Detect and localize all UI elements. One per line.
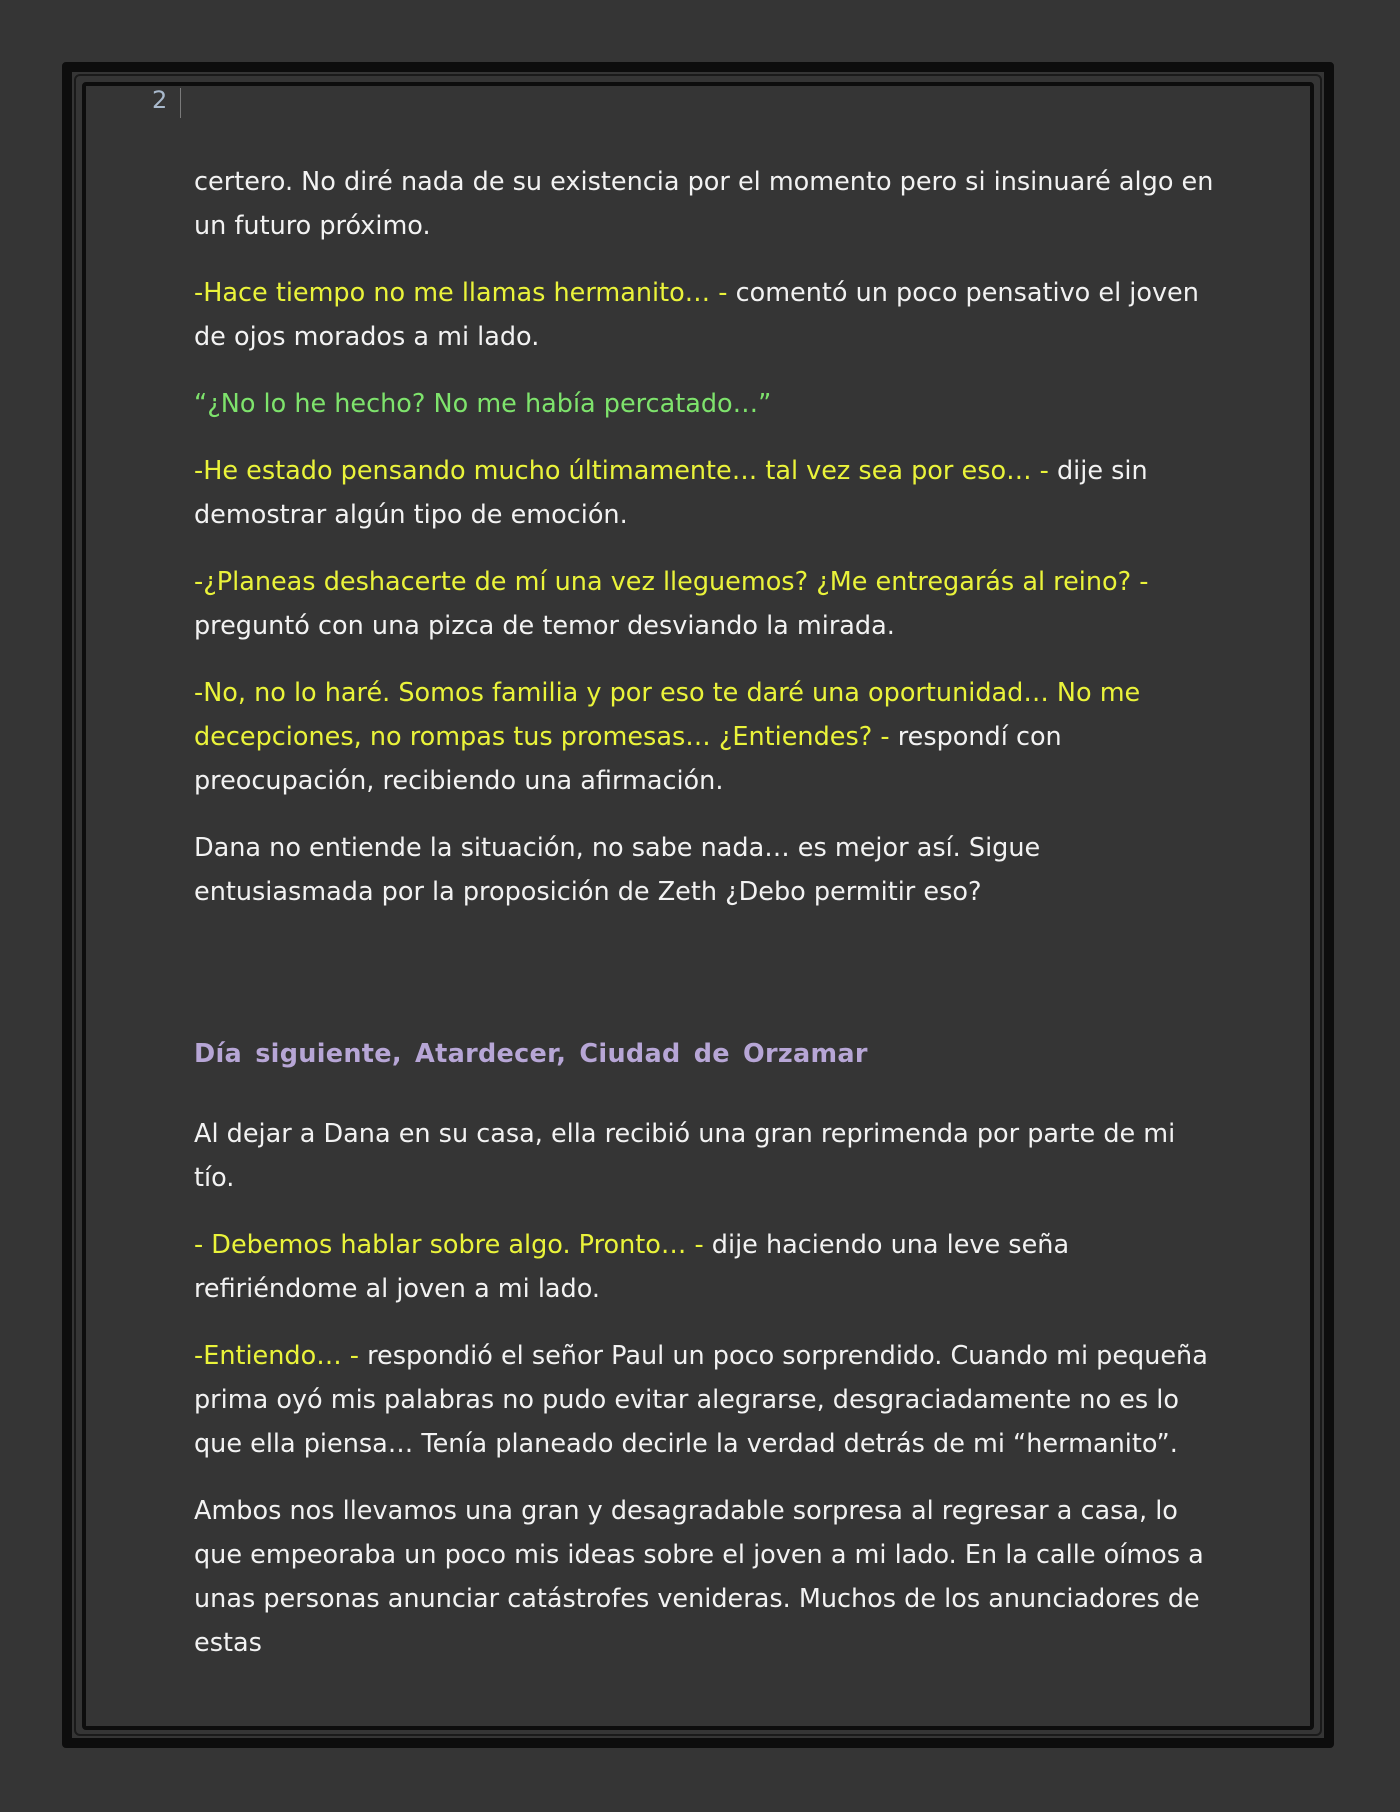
heading-text: Día siguiente, Atardecer, Ciudad de Orzamar [194, 1039, 868, 1069]
document-body [194, 160, 1214, 1688]
paragraph [194, 826, 1214, 914]
narration-text: dije sin demostrar algún tipo de emoción. [194, 456, 1148, 530]
paragraph [194, 1489, 1214, 1665]
paragraph [194, 1334, 1214, 1466]
narration-text: preguntó con una pizca de temor desviando la mirada. [194, 611, 895, 641]
narration-text: respondió el señor Paul un poco sorprendido. Cuando mi pequeña prima oyó mis palabras no pudo evitar alegrarse, desgraciadamente no es lo que ella piensa… Tenía planeado decirle la verdad detrás de mi “hermanito”. [194, 1341, 1208, 1459]
dialog-text: -Entiendo… - [194, 1341, 360, 1371]
narration-text: dije haciendo una leve seña refiriéndome al joven a mi lado. [194, 1230, 1070, 1304]
paragraph [194, 382, 1214, 426]
dialog-text: -Hace tiempo no me llamas hermanito… - [194, 278, 728, 308]
thought-text: “¿No lo he hecho? No me había percatado…” [194, 389, 772, 419]
paragraph [194, 449, 1214, 537]
narration-text: respondí con preocupación, recibiendo una afirmación. [194, 722, 1062, 796]
page-number: 2 [152, 86, 168, 114]
narration-text: comentó un poco pensativo el joven de ojos morados a mi lado. [194, 278, 1199, 352]
paragraph [194, 271, 1214, 359]
paragraph [194, 671, 1214, 803]
dialog-text: -He estado pensando mucho últimamente… tal vez sea por eso… - [194, 456, 1049, 486]
paragraph [194, 560, 1214, 648]
page-number-divider [180, 88, 181, 118]
paragraph [194, 160, 1214, 248]
narration-text: Ambos nos llevamos una gran y desagradable sorpresa al regresar a casa, lo que empeoraba un poco mis ideas sobre el joven a mi lado. En la calle oímos a unas personas anunciar catástrofes venideras. Muchos de los anunciadores de estas [194, 1496, 1204, 1658]
narration-text: certero. No diré nada de su existencia por el momento pero si insinuaré algo en un futuro próximo. [194, 167, 1214, 241]
paragraph [194, 1223, 1214, 1311]
dialog-text: -¿Planeas deshacerte de mí una vez lleguemos? ¿Me entregarás al reino? - [194, 567, 1149, 597]
dialog-text: -No, no lo haré. Somos familia y por eso te daré una oportunidad… No me decepciones, no rompas tus promesas… ¿Entiendes? - [194, 678, 1141, 752]
section-heading [194, 1032, 1214, 1076]
paragraph [194, 1112, 1214, 1200]
narration-text: Al dejar a Dana en su casa, ella recibió una gran reprimenda por parte de mi tío. [194, 1119, 1176, 1193]
narration-text: Dana no entiende la situación, no sabe nada… es mejor así. Sigue entusiasmada por la proposición de Zeth ¿Debo permitir eso? [194, 833, 1041, 907]
dialog-text: - Debemos hablar sobre algo. Pronto… - [194, 1230, 704, 1260]
